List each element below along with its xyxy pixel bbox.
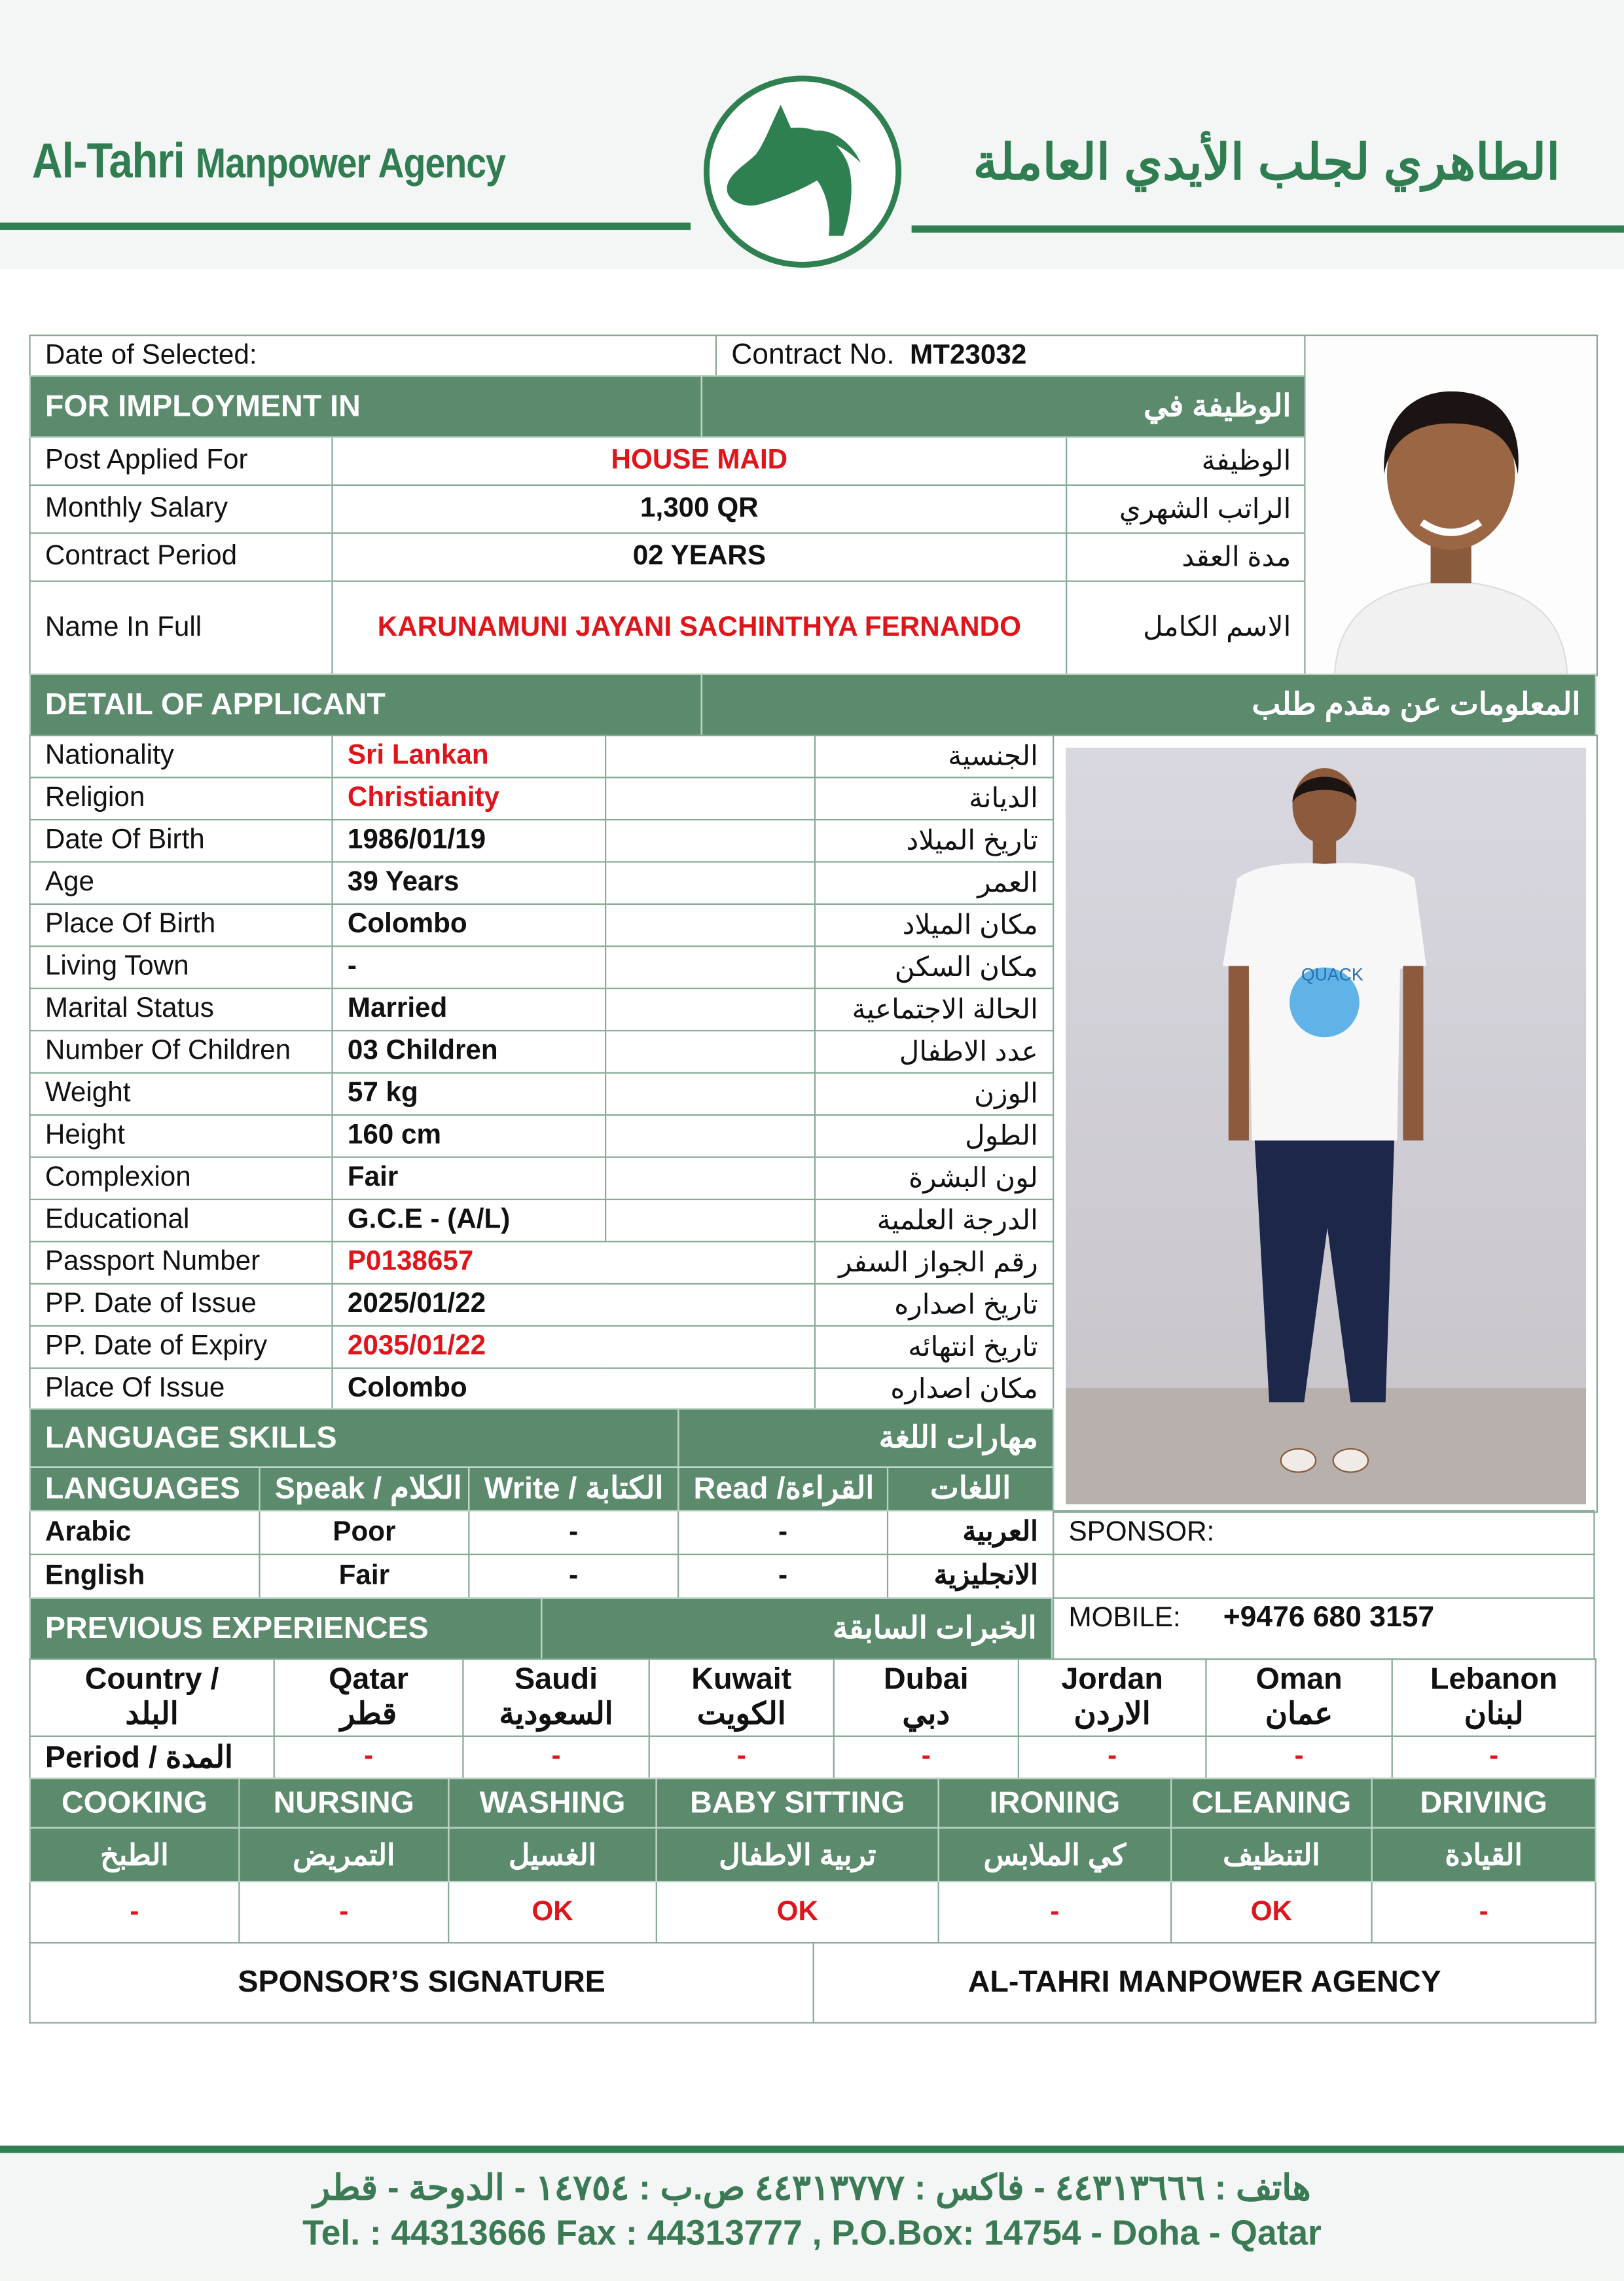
field-value: 1986/01/19 [333,820,606,862]
field-value: P0138657 [333,1241,815,1283]
skill-value: OK [448,1882,657,1943]
language-name: Arabic [30,1510,260,1554]
applicant-row [30,1284,1054,1326]
field-label-ar: العمر [815,862,1053,903]
language-name-ar: العربية [888,1510,1053,1554]
field-value: 160 cm [333,1115,606,1157]
applicant-row [30,735,1054,777]
skill-label: WASHING [448,1778,657,1828]
skill-value: - [1372,1882,1596,1943]
applicant-row [30,820,1054,862]
skills-table [29,1778,1596,1943]
field-value: Christianity [333,778,606,820]
country-name-ar: الاردن [1074,1697,1151,1732]
empty-cell [605,735,815,777]
applicant-row [30,1115,1054,1157]
applicant-row [30,1031,1054,1072]
field-label: Post Applied For [30,437,333,485]
sponsor-blank [1053,1554,1594,1598]
horse-head-logo-icon [701,73,905,270]
country-name: Qatar [329,1662,408,1696]
field-label: Living Town [30,946,333,988]
country-name: Dubai [884,1662,969,1696]
speak-level: Poor [259,1510,469,1554]
field-label: Contract Period [30,533,333,581]
read-level: - [678,1510,888,1554]
field-label: Marital Status [30,989,333,1031]
date-selected-field: Date of Selected: [30,335,716,376]
field-label: Educational [30,1199,333,1241]
field-value: - [333,946,606,988]
brand-name-en: Al-Tahri Manpower Agency [31,134,505,189]
skill-label-ar: تربية الاطفال [657,1828,939,1882]
country-name: Jordan [1061,1662,1163,1696]
applicant-row [30,1326,1054,1368]
field-label: Monthly Salary [30,485,333,533]
country-period: - [1019,1736,1206,1778]
applicant-row [30,1199,1054,1241]
field-label-ar: عدد الاطفال [815,1031,1053,1072]
field-value: G.C.E - (A/L) [333,1199,606,1241]
skill-value: OK [657,1882,939,1943]
field-label-ar: الوزن [815,1073,1053,1115]
skill-label: CLEANING [1171,1778,1372,1828]
skill-label-ar: القيادة [1372,1828,1596,1882]
country-name-ar: قطر [340,1697,397,1732]
employment-title-ar: الوظيفة في [702,376,1307,437]
country-qatar [274,1659,463,1736]
field-label-ar: الجنسية [815,735,1053,777]
applicant-title-bar [29,674,1596,737]
employment-section [29,375,1307,675]
employment-title: FOR IMPLOYMENT IN [30,376,702,437]
applicant-row [30,989,1054,1031]
language-title: LANGUAGE SKILLS [30,1409,679,1467]
svg-text:QUACK: QUACK [1301,964,1363,985]
speak-level: Fair [259,1554,469,1598]
country-name-ar: الكويت [696,1697,786,1732]
field-value: Colombo [333,904,606,946]
country-name-ar: دبي [902,1697,950,1732]
country-name: Saudi [514,1662,598,1696]
sponsor-field: SPONSOR: [1053,1510,1594,1554]
field-label: Place Of Birth [30,904,333,946]
applicant-row [30,1073,1054,1115]
field-label-ar: مدة العقد [1066,533,1307,581]
applicant-row [30,946,1054,988]
field-label: Number Of Children [30,1031,333,1072]
field-label-ar: مكان الميلاد [815,904,1053,946]
contract-info-row [29,335,1307,376]
country-dubai [834,1659,1019,1736]
empty-cell [605,778,815,820]
header-speak: Speak / الكلام [259,1467,469,1511]
field-label-ar: الاسم الكامل [1066,581,1307,674]
empty-cell [605,904,815,946]
empty-cell [605,820,815,862]
country-kuwait [649,1659,834,1736]
field-label: Passport Number [30,1241,333,1283]
applicant-row [30,1158,1054,1199]
applicant-row [30,862,1054,903]
empty-cell [605,1031,815,1072]
write-level: - [469,1510,678,1554]
language-title-ar: مهارات اللغة [678,1409,1053,1467]
skill-value: - [239,1882,448,1943]
skill-value: - [30,1882,240,1943]
country-period: - [274,1736,463,1778]
field-value: Married [333,989,606,1031]
empty-cell [605,1158,815,1199]
skill-label-ar: التمريض [239,1828,448,1882]
applicant-row [30,1241,1054,1283]
field-label-ar: تاريخ اصداره [815,1284,1053,1326]
field-value: HOUSE MAID [333,437,1067,485]
applicant-full-body-photo-frame [1053,735,1598,1513]
footer-contact-ar: هاتف : ٤٤٣١٣٦٦٦ - فاكس : ٤٤٣١٣٧٧٧ ص.ب : ١٤٧٥٤ - الدوحة - قطر [313,2168,1311,2208]
employment-row [30,437,1307,485]
country-name: Oman [1255,1662,1343,1696]
applicant-row [30,778,1054,820]
language-row [30,1510,1054,1554]
country-name: Kuwait [691,1662,792,1696]
field-value: 2025/01/22 [333,1284,815,1326]
header-read: Read /القراءة [678,1467,888,1511]
experience-title-bar [29,1597,1053,1660]
skill-label-ar: التنظيف [1171,1828,1372,1882]
language-name-ar: الانجليزية [888,1554,1053,1598]
field-label-ar: رقم الجواز السفر [815,1241,1053,1283]
field-label: PP. Date of Expiry [30,1326,333,1368]
language-row [30,1554,1054,1598]
applicant-title: DETAIL OF APPLICANT [30,674,702,735]
skill-label: DRIVING [1372,1778,1596,1828]
applicant-title-ar: المعلومات عن مقدم طلب [702,674,1596,735]
field-value: Colombo [333,1368,815,1410]
country-jordan [1019,1659,1206,1736]
field-label: Age [30,862,333,903]
country-oman [1206,1659,1392,1736]
skill-label: NURSING [239,1778,448,1828]
footer-rule [0,2145,1624,2153]
field-label-ar: الحالة الاجتماعية [815,989,1053,1031]
country-period: - [1206,1736,1392,1778]
country-lebanon [1392,1659,1596,1736]
country-name-ar: عمان [1265,1697,1333,1732]
country-saudi [463,1659,649,1736]
field-label-ar: تاريخ انتهائه [815,1326,1053,1368]
field-label: Religion [30,778,333,820]
employment-row [30,485,1307,533]
field-label-ar: لون البشرة [815,1158,1053,1199]
skill-label: COOKING [30,1778,240,1828]
field-label: PP. Date of Issue [30,1284,333,1326]
empty-cell [605,862,815,903]
agency-signature-box: AL-TAHRI MANPOWER AGENCY [814,1943,1596,2022]
applicant-row [30,904,1054,946]
country-name-ar: السعودية [499,1697,613,1732]
employment-row [30,581,1307,674]
field-label-ar: الوظيفة [1066,437,1307,485]
read-level: - [678,1554,888,1598]
field-value: KARUNAMUNI JAYANI SACHINTHYA FERNANDO [333,581,1067,674]
field-label: Weight [30,1073,333,1115]
country-period: - [463,1736,649,1778]
field-label-ar: الطول [815,1115,1053,1157]
empty-cell [605,946,815,988]
field-label: Height [30,1115,333,1157]
field-label: Date Of Birth [30,820,333,862]
header-rule-left [0,223,691,230]
field-label: Nationality [30,735,333,777]
sponsor-signature-box: SPONSOR’S SIGNATURE [30,1943,814,2022]
field-value: 03 Children [333,1031,606,1072]
header-rule-right [912,225,1624,232]
empty-cell [605,1073,815,1115]
sponsor-panel [1053,1510,1595,1660]
contract-number-field: Contract No. MT23032 [716,335,1307,376]
field-label: Name In Full [30,581,333,674]
language-name: English [30,1554,260,1598]
field-label-ar: تاريخ الميلاد [815,820,1053,862]
experience-title-ar: الخبرات السابقة [541,1598,1052,1659]
field-value: 1,300 QR [333,485,1067,533]
language-skills-table [29,1408,1054,1599]
field-label-ar: الديانة [815,778,1053,820]
field-label: Complexion [30,1158,333,1199]
header-write: Write / الكتابة [469,1467,678,1511]
field-label-ar: الدرجة العلمية [815,1199,1053,1241]
applicant-row [30,1368,1054,1410]
field-value: Fair [333,1158,606,1199]
field-value: Sri Lankan [333,735,606,777]
country-header: Country / البلد [30,1659,274,1736]
period-header: Period / المدة [30,1736,274,1778]
field-label-ar: مكان اصداره [815,1368,1053,1410]
field-value: 02 YEARS [333,533,1067,581]
empty-cell [605,1199,815,1241]
field-value: 2035/01/22 [333,1326,815,1368]
employment-row [30,533,1307,581]
signature-row [29,1942,1596,2023]
empty-cell [605,989,815,1031]
applicant-full-body-photo [1066,748,1586,1504]
skill-label-ar: الطبخ [30,1828,240,1882]
field-label: Place Of Issue [30,1368,333,1410]
country-name-ar: لبنان [1464,1697,1524,1732]
header-languages-ar: اللغات [888,1467,1053,1511]
country-name: Lebanon [1430,1662,1558,1696]
mobile-field: MOBILE: +9476 680 3157 [1053,1598,1594,1659]
skill-label: IRONING [939,1778,1171,1828]
field-label-ar: مكان السكن [815,946,1053,988]
skill-label-ar: الغسيل [448,1828,657,1882]
field-value: 57 kg [333,1073,606,1115]
write-level: - [469,1554,678,1598]
experience-table [29,1658,1596,1779]
skill-value: - [939,1882,1171,1943]
applicant-details-table [29,735,1054,1411]
header-languages: LANGUAGES [30,1467,260,1511]
applicant-portrait-photo [1304,335,1598,676]
empty-cell [605,1115,815,1157]
footer-contact-en: Tel. : 44313666 Fax : 44313777 , P.O.Box: 14754 - Doha - Qatar [302,2214,1322,2254]
field-label-ar: الراتب الشهري [1066,485,1307,533]
skill-label-ar: كي الملابس [939,1828,1171,1882]
country-period: - [834,1736,1019,1778]
field-value: 39 Years [333,862,606,903]
skill-value: OK [1171,1882,1372,1943]
skill-label: BABY SITTING [657,1778,939,1828]
country-period: - [649,1736,834,1778]
brand-name-ar: الطاهري لجلب الأيدي العاملة [973,135,1561,191]
experience-title: PREVIOUS EXPERIENCES [30,1598,541,1659]
country-period: - [1392,1736,1596,1778]
